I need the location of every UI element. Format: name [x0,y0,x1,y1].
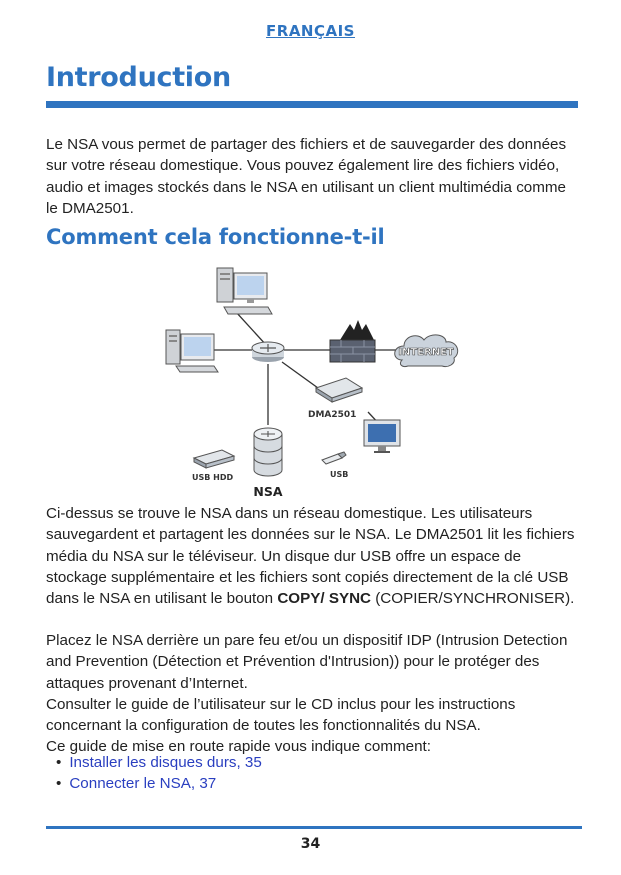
language-header: FRANÇAIS [266,22,355,40]
usb-key-icon [322,452,348,479]
bullet-marker: • [56,754,62,771]
title-underline [46,101,578,108]
bullet-marker: • [56,775,62,793]
install-disks-link[interactable]: Installer les disques durs, 35 [69,754,262,771]
section-title-introduction: Introduction [46,62,231,93]
list-item [56,752,262,773]
network-diagram [150,262,480,502]
guide-topics-list [56,752,262,795]
desktop-pc-icon [217,268,272,314]
network-links [213,312,400,427]
description-text: Ci-dessus se trouve le NSA dans un réseau domestique. Les utilisateurs sauvegardent et partagent les données sur le NSA. Le DMA2501 lit les fichiers média du NSA sur le téléviseur. Un disque dur USB offre un espace de stockage supplémentaire et les fichiers sont copiés directement de la clé USB dans le NSA en utilisant le bouton [46,505,575,608]
page-number: 34 [300,836,321,852]
usb-hdd-label: USB HDD [192,473,234,482]
internet-cloud-icon [395,335,458,367]
dma2501-label: DMA2501 [308,410,357,420]
copy-sync-button-name: COPY/ SYNC [277,590,372,608]
connect-nsa-link[interactable]: Connecter le NSA, 37 [69,775,217,793]
laptop-pc-icon [166,330,218,372]
nsa-storage-icon [253,428,282,499]
usb-label: USB [330,470,349,479]
router-icon [252,342,284,362]
internet-label: INTERNET [398,347,454,358]
dma2501-device-icon [308,378,362,420]
intro-paragraph: Le NSA vous permet de partager des fichiers et de sauvegarder des données sur votre réseau domestique. Vous pouvez également lire des fichiers vidéo, audio et images stockés dans le NSA en utilisant un client multimédia comme le DMA2501. [46,136,567,217]
television-icon [364,420,400,452]
diagram-description-paragraph [46,503,582,609]
description-text-end: (COPIER/SYNCHRONISER). [371,590,575,608]
guide-intro-paragraph: Ce guide de mise en route rapide vous indique comment: [46,738,431,755]
footer-rule [46,826,582,829]
usb-hdd-icon [192,450,234,482]
user-guide-paragraph: Consulter le guide de l’utilisateur sur le CD inclus pour les instructions concernant la configuration de toutes les fonctionnalités du NSA. [46,696,516,735]
firewall-paragraph: Placez le NSA derrière un pare feu et/ou un dispositif IDP (Intrusion Detection and Prevention (Détection et Prévention d'Intrusion)) pour le protéger des attaques provenant d’Internet. [46,632,568,692]
list-item [56,773,262,794]
section-title-how-it-works: Comment cela fonctionne-t-il [46,225,385,249]
nsa-label: NSA [253,484,283,499]
firewall-icon [330,320,375,362]
